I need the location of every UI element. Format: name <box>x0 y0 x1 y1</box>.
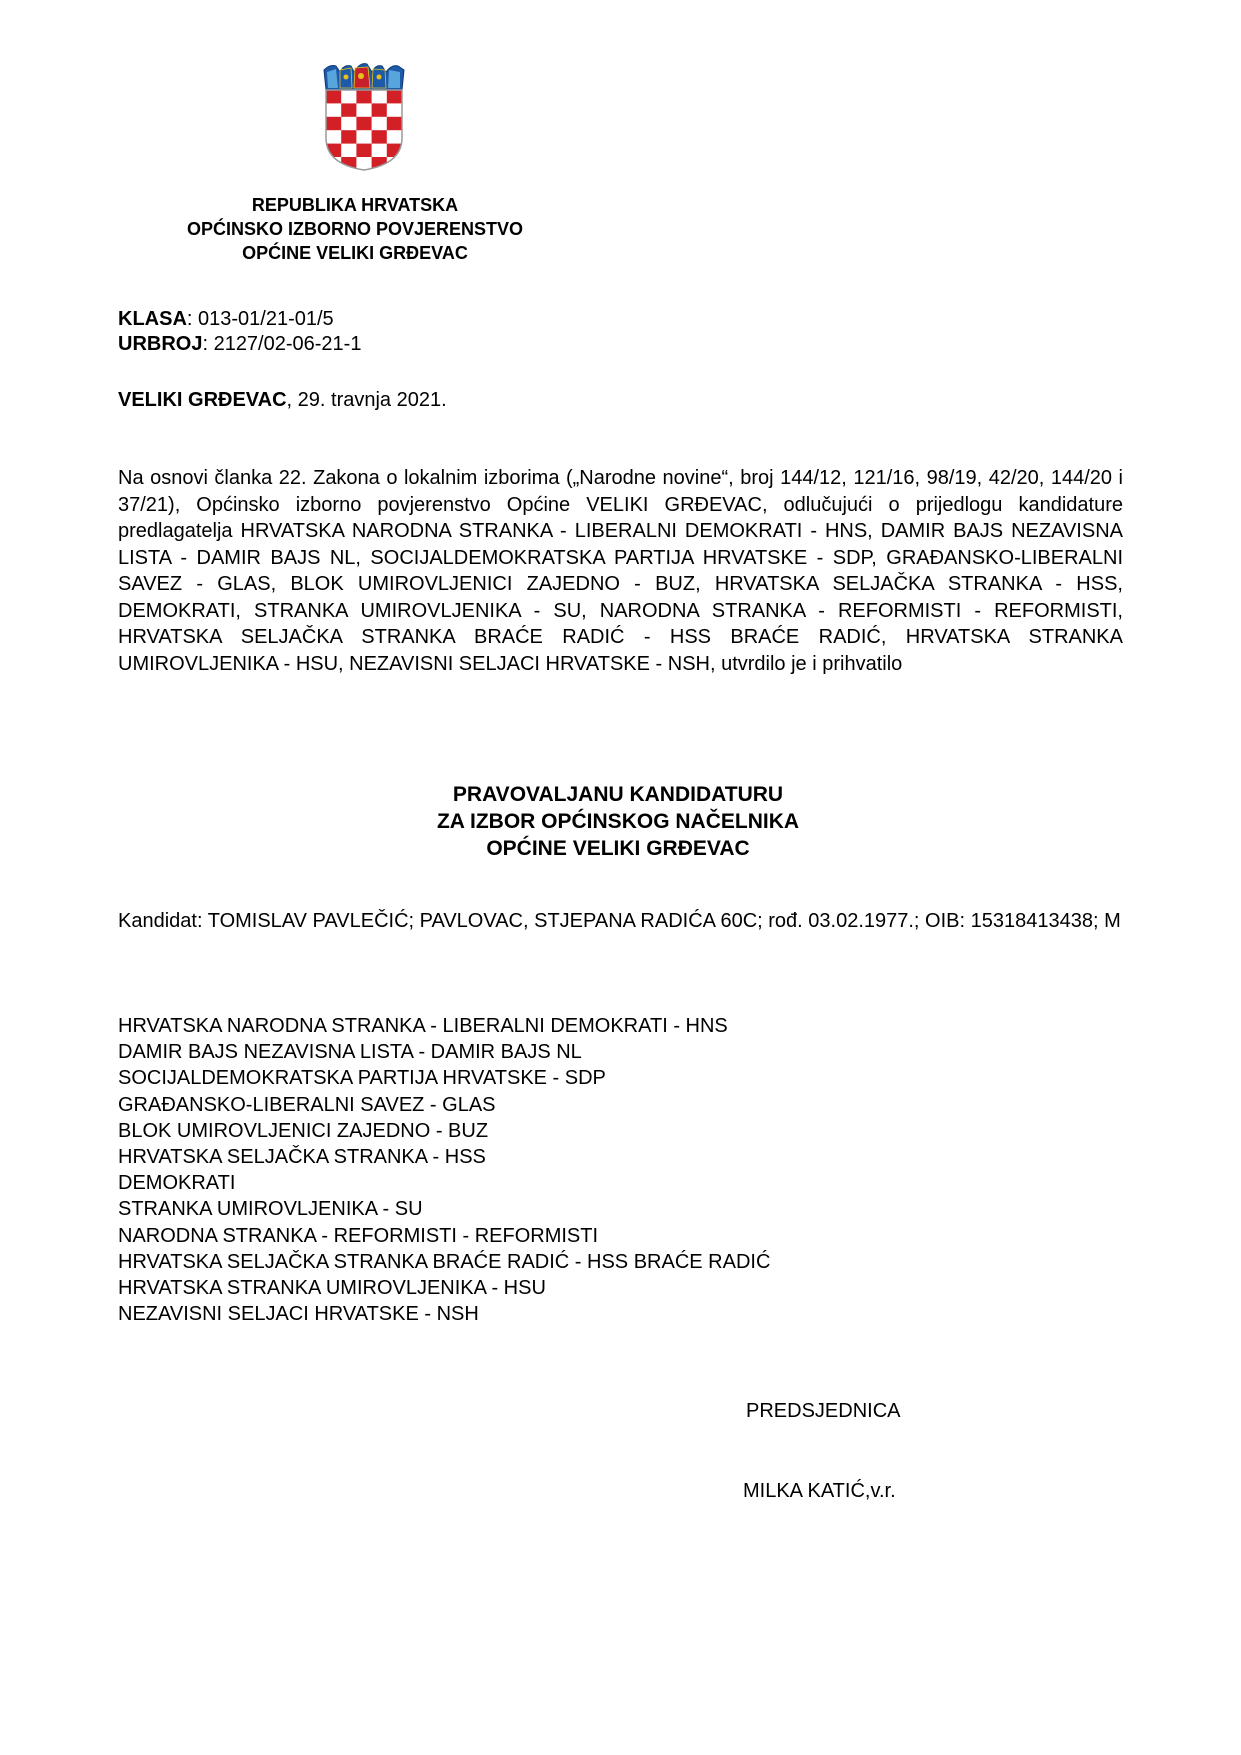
decision-title <box>318 781 918 862</box>
checkerboard-shield-icon <box>320 90 408 172</box>
signatory-name: MILKA KATIĆ,v.r. <box>743 1480 896 1502</box>
title-line-1: PRAVOVALJANU KANDIDATURU <box>452 783 784 806</box>
document-date: , 29. travnja 2021. <box>286 389 447 411</box>
crown-icon <box>324 64 404 90</box>
urbroj-label: URBROJ <box>118 333 203 355</box>
klasa-value: : 013-01/21-01/5 <box>186 308 334 330</box>
list-item: NARODNA STRANKA - REFORMISTI - REFORMISTI <box>118 1224 599 1247</box>
place-date-line <box>118 388 447 413</box>
issuer-header <box>130 193 580 265</box>
klasa-label: KLASA <box>118 308 187 330</box>
urbroj-value: : 2127/02-06-21-1 <box>202 333 362 355</box>
signatory-role: PREDSJEDNICA <box>746 1400 901 1422</box>
list-item: DAMIR BAJS NEZAVISNA LISTA - DAMIR BAJS NL <box>118 1041 582 1064</box>
list-item: HRVATSKA SELJAČKA STRANKA BRAĆE RADIĆ - HSS BRAĆE RADIĆ <box>118 1250 771 1273</box>
list-item: DEMOKRATI <box>118 1172 236 1195</box>
list-item: GRAĐANSKO-LIBERALNI SAVEZ - GLAS <box>118 1093 496 1116</box>
klasa-line <box>118 307 334 332</box>
list-item: NEZAVISNI SELJACI HRVATSKE - NSH <box>118 1303 479 1326</box>
header-line-3: OPĆINE VELIKI GRĐEVAC <box>242 243 468 263</box>
place-label: VELIKI GRĐEVAC <box>118 389 287 411</box>
title-line-2: ZA IZBOR OPĆINSKOG NAČELNIKA <box>436 810 800 833</box>
intro-paragraph: Na osnovi članka 22. Zakona o lokalnim izborima („Narodne novine“, broj 144/12, 121/16, 98/19, 42/20, 144/20 i 37/21), Općinsko izborno povjerenstvo Općine VELIKI GRĐEVAC, odlučujući o prijedlogu kandidature predlagatelja HRVATSKA NARODNA STRANKA - LIBERALNI DEMOKRATI - HNS, DAMIR BAJS NEZAVISNA LISTA - DAMIR BAJS NL, SOCIJALDEMOKRATSKA PARTIJA HRVATSKE - SDP, GRAĐANSKO-LIBERALNI SAVEZ - GLAS, BLOK UMIROVLJENICI ZAJEDNO - BUZ, HRVATSKA SELJAČKA STRANKA - HSS, DEMOKRATI, STRANKA UMIROVLJENIKA - SU, NARODNA STRANKA - REFORMISTI - REFORMISTI, HRVATSKA SELJAČKA STRANKA BRAĆE RADIĆ - HSS BRAĆE RADIĆ, HRVATSKA STRANKA UMIROVLJENIKA - HSU, NEZAVISNI SELJACI HRVATSKE - NSH, utvrdilo je i prihvatilo <box>118 467 1123 675</box>
title-line-3: OPĆINE VELIKI GRĐEVAC <box>486 837 750 860</box>
list-item: BLOK UMIROVLJENICI ZAJEDNO - BUZ <box>118 1119 489 1142</box>
candidate-info: Kandidat: TOMISLAV PAVLEČIĆ; PAVLOVAC, STJEPANA RADIĆA 60C; rođ. 03.02.1977.; OIB: 15318413438; M <box>118 910 1121 932</box>
list-item: STRANKA UMIROVLJENIKA - SU <box>118 1198 423 1221</box>
header-line-1: REPUBLIKA HRVATSKA <box>251 195 459 215</box>
list-item: HRVATSKA STRANKA UMIROVLJENIKA - HSU <box>118 1277 546 1300</box>
proposer-list <box>118 1013 770 1327</box>
urbroj-line <box>118 332 361 357</box>
list-item: SOCIJALDEMOKRATSKA PARTIJA HRVATSKE - SDP <box>118 1067 606 1090</box>
list-item: HRVATSKA SELJAČKA STRANKA - HSS <box>118 1146 486 1169</box>
coat-of-arms-icon <box>320 60 408 172</box>
header-line-2: OPĆINSKO IZBORNO POVJERENSTVO <box>186 219 524 239</box>
list-item: HRVATSKA NARODNA STRANKA - LIBERALNI DEMOKRATI - HNS <box>118 1015 728 1037</box>
